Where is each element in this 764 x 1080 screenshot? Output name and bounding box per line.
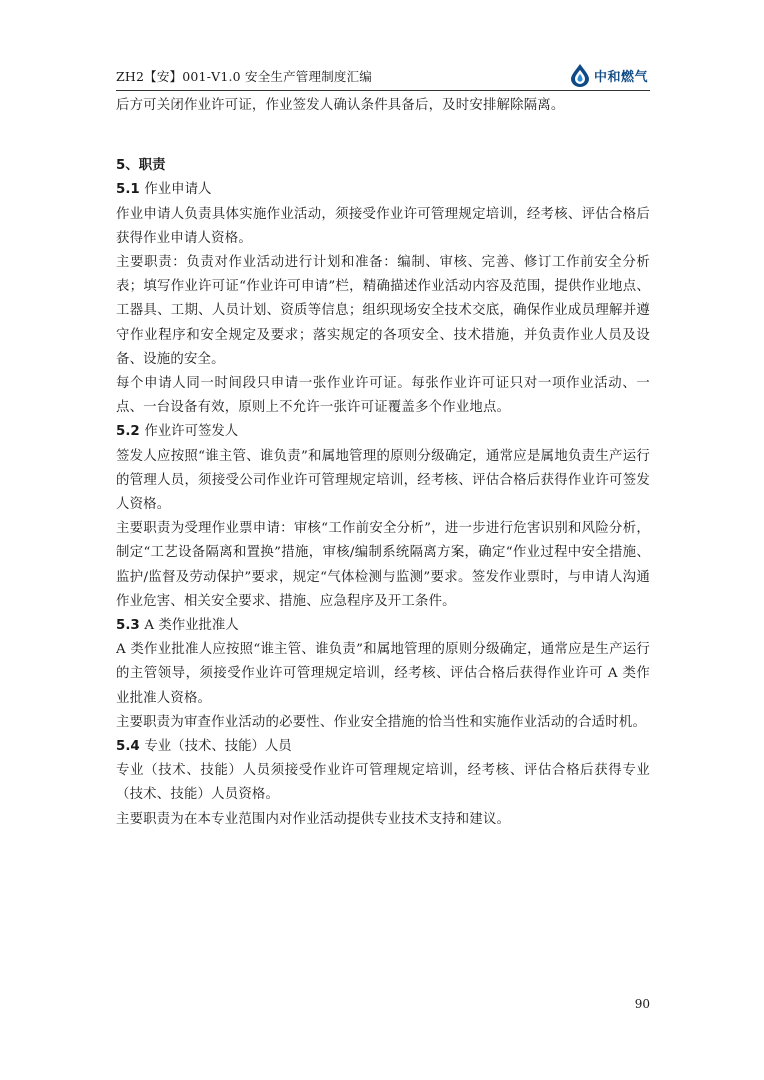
subsection-number: 5.2: [116, 424, 140, 440]
paragraph: 主要职责为在本专业范围内对作业活动提供专业技术支持和建议。: [116, 811, 511, 827]
paragraph: 主要职责：负责对作业活动进行计划和准备：编制、审核、完善、修订工作前安全分析表；填写作业许可证“作业许可申请”栏，精确描述作业活动内容及范围，提供作业地点、工器具、工期、人员计划、资质等信息；组织现场安全技术交底，确保作业成员理解并遵守作业程序和安全规定及要求；落实规定的各项安全、技术措施，并负责作业人员及设备、设施的安全。: [116, 255, 650, 367]
subsection-heading: [116, 735, 650, 759]
subsection-number: 5.1: [116, 182, 140, 198]
paragraph: 作业申请人负责具体实施作业活动，须接受作业许可管理规定培训，经考核、评估合格后获得作业申请人资格。: [116, 206, 650, 246]
page-header: [116, 58, 650, 91]
paragraph: A 类作业批准人应按照“谁主管、谁负责”和属地管理的原则分级确定，通常应是生产运行的主管领导，须接受作业许可管理规定培训，经考核、评估合格后获得作业许可 A 类作业批准人资格。: [116, 642, 650, 706]
page-number: 90: [634, 997, 650, 1011]
company-logo: [569, 63, 648, 87]
subsection-heading: [116, 178, 650, 202]
spacer: [116, 118, 650, 142]
paragraph: 主要职责为审查作业活动的必要性、作业安全措施的恰当性和实施作业活动的合适时机。: [116, 714, 647, 730]
subsection-heading: [116, 614, 650, 638]
header-title: ZH2【安】001-V1.0 安全生产管理制度汇编: [116, 69, 373, 84]
subsection-number: 5.3: [116, 618, 140, 634]
document-body: [116, 94, 650, 832]
paragraph: 签发人应按照“谁主管、谁负责”和属地管理的原则分级确定，通常应是属地负责生产运行的管理人员，须接受公司作业许可管理规定培训，经考核、评估合格后获得作业许可签发人资格。: [116, 448, 650, 513]
subsection-title: 专业（技术、技能）人员: [144, 739, 292, 755]
subsection-title: A 类作业批准人: [144, 618, 239, 634]
flame-drop-icon: [569, 63, 591, 87]
subsection-title: 作业申请人: [144, 182, 212, 198]
paragraph: 专业（技术、技能）人员须接受作业许可管理规定培训，经考核、评估合格后获得专业（技术、技能）人员资格。: [116, 763, 650, 803]
subsection-title: 作业许可签发人: [144, 424, 239, 440]
paragraph: 主要职责为受理作业票申请：审核“工作前安全分析”，进一步进行危害识别和风险分析，制定“工艺设备隔离和置换”措施，审核/编制系统隔离方案，确定“作业过程中安全措施、监护/监督及劳动保护”要求，规定“气体检测与监测”要求。签发作业票时，与申请人沟通作业危害、相关安全要求、措施、应急程序及开工条件。: [116, 521, 650, 609]
subsection-number: 5.4: [116, 739, 140, 755]
paragraph: 后方可关闭作业许可证，作业签发人确认条件具备后，及时安排解除隔离。: [116, 98, 565, 113]
logo-text: 中和燃气: [593, 69, 648, 85]
subsection-heading: [116, 420, 650, 444]
section-heading: 5、职责: [116, 158, 166, 174]
paragraph: 每个申请人同一时间段只申请一张作业许可证。每张作业许可证只对一项作业活动、一点、一台设备有效，原则上不允许一张许可证覆盖多个作业地点。: [116, 376, 650, 416]
